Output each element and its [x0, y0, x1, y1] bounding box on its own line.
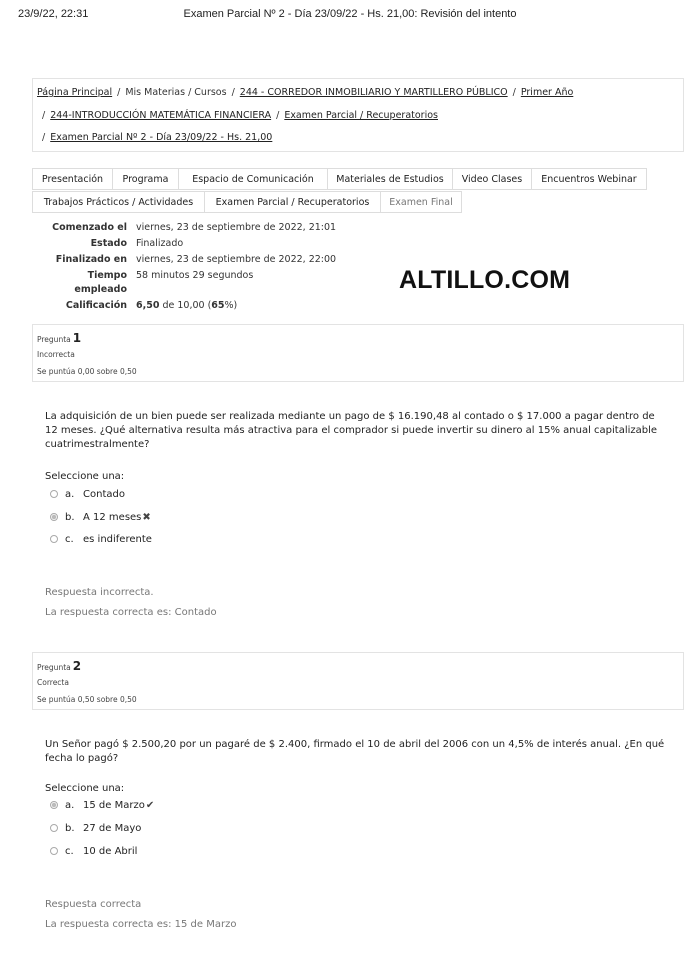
breadcrumb-line-1 — [37, 87, 573, 98]
incorrect-icon: ✖ — [142, 512, 151, 523]
grade-score: 6,50 — [136, 300, 160, 311]
question-number: 1 — [72, 331, 82, 345]
print-date: 23/9/22, 22:31 — [18, 8, 89, 20]
breadcrumb-home-link[interactable]: Página Principal — [37, 87, 113, 98]
question-2-number — [37, 659, 81, 673]
state-label: Estado — [90, 238, 127, 249]
summary-row-state — [32, 238, 127, 252]
grade-label: Calificación — [65, 300, 127, 311]
radio-button[interactable] — [50, 847, 58, 855]
question-1-state: Incorrecta — [37, 350, 75, 359]
time-value: 58 minutos 29 segundos — [136, 270, 254, 281]
question-2-correct-answer: La respuesta correcta es: 15 de Marzo — [45, 919, 237, 930]
question-2-state: Correcta — [37, 678, 69, 687]
question-2-text: Un Señor pagó $ 2.500,20 por un pagaré de $ 2.400, firmado el 10 de abril del 2006 con un 4,5% de interés anual. ¿En qué fecha lo pagó? — [45, 739, 665, 764]
summary-row-grade — [32, 300, 127, 314]
option-text — [83, 845, 137, 859]
option-text — [83, 799, 154, 813]
breadcrumb-exam-link[interactable]: Examen Parcial Nº 2 - Día 23/09/22 - Hs. 21,00 — [50, 132, 273, 143]
started-value: viernes, 23 de septiembre de 2022, 21:01 — [136, 222, 337, 233]
radio-button[interactable] — [50, 490, 58, 498]
breadcrumb-separator: / — [231, 87, 235, 98]
grade-value — [136, 300, 237, 311]
option-label: A 12 meses — [83, 512, 142, 523]
summary-row-started — [32, 222, 127, 236]
question-2-feedback: Respuesta correcta — [45, 899, 142, 910]
grade-percent: 65 — [211, 300, 225, 311]
option-label: 15 de Marzo — [83, 800, 145, 811]
radio-button[interactable] — [50, 535, 58, 543]
option-text — [83, 488, 125, 502]
breadcrumb-separator: / — [276, 110, 280, 121]
question-number: 2 — [72, 659, 82, 673]
finished-label: Finalizado en — [55, 254, 127, 265]
tab-examen-final[interactable]: Examen Final — [380, 191, 462, 213]
tab-trabajos-practicos[interactable]: Trabajos Prácticos / Actividades — [32, 191, 205, 213]
question-2-grade: Se puntúa 0,50 sobre 0,50 — [37, 695, 137, 704]
breadcrumb-separator: / — [42, 110, 46, 121]
time-label-2: empleado — [74, 284, 127, 295]
grade-end: %) — [224, 300, 238, 311]
summary-row-time-2 — [32, 284, 127, 298]
question-1-prompt: Seleccione una: — [45, 471, 125, 482]
tab-materiales-estudios[interactable]: Materiales de Estudios — [327, 168, 453, 190]
question-1-feedback: Respuesta incorrecta. — [45, 587, 154, 598]
summary-row-time-1 — [32, 270, 127, 284]
option-label: Contado — [83, 489, 125, 500]
option-label: 10 de Abril — [83, 846, 138, 857]
question-1-correct-answer: La respuesta correcta es: Contado — [45, 607, 217, 618]
option-label: 27 de Mayo — [83, 823, 142, 834]
print-header — [0, 8, 700, 24]
grade-rest: de 10,00 ( — [159, 300, 212, 311]
breadcrumb-year-link[interactable]: Primer Año — [520, 87, 574, 98]
breadcrumb-course-link[interactable]: 244 - CORREDOR INMOBILIARIO Y MARTILLERO PÚBLICO — [239, 87, 508, 98]
tab-examen-parcial[interactable]: Examen Parcial / Recuperatorios — [204, 191, 381, 213]
radio-button[interactable] — [50, 824, 58, 832]
breadcrumb — [32, 78, 684, 152]
option-label: es indiferente — [83, 534, 152, 545]
radio-button-selected[interactable] — [50, 513, 58, 521]
option-text — [83, 511, 151, 525]
breadcrumb-section-link[interactable]: Examen Parcial / Recuperatorios — [284, 110, 438, 121]
finished-value: viernes, 23 de septiembre de 2022, 22:00 — [136, 254, 337, 265]
question-2-prompt: Seleccione una: — [45, 783, 125, 794]
tab-espacio-comunicacion[interactable]: Espacio de Comunicación — [178, 168, 328, 190]
question-label: Pregunta — [37, 663, 71, 672]
breadcrumb-line-2 — [37, 110, 438, 121]
option-letter: b. — [65, 823, 75, 834]
state-value: Finalizado — [136, 238, 184, 249]
question-1-text: La adquisición de un bien puede ser realizada mediante un pago de $ 16.190,48 al contado o $ 17.000 a pagar dentro de 12 meses. ¿Qué alternativa resulta más atractiva para el comprador si puede invertir su dinero al 15% anual capitalizable cuatrimestralmente? — [45, 411, 658, 450]
watermark: ALTILLO.COM — [399, 266, 571, 294]
time-label-1: Tiempo — [87, 270, 127, 281]
correct-check-icon: ✔ — [145, 800, 155, 811]
summary-row-finished — [32, 254, 127, 268]
option-letter: a. — [65, 489, 75, 500]
question-label: Pregunta — [37, 335, 71, 344]
breadcrumb-separator: / — [117, 87, 121, 98]
option-text — [83, 822, 141, 836]
question-2-info — [32, 652, 684, 710]
question-1-grade: Se puntúa 0,00 sobre 0,50 — [37, 367, 137, 376]
question-1-info — [32, 324, 684, 382]
option-letter: b. — [65, 512, 75, 523]
tab-video-clases[interactable]: Video Clases — [452, 168, 532, 190]
tab-encuentros-webinar[interactable]: Encuentros Webinar — [531, 168, 647, 190]
breadcrumb-separator: / — [512, 87, 516, 98]
started-label: Comenzado el — [52, 222, 127, 233]
breadcrumb-subject-link[interactable]: 244-INTRODUCCIÓN MATEMÁTICA FINANCIERA — [50, 110, 272, 121]
print-title: Examen Parcial Nº 2 - Día 23/09/22 - Hs. 21,00: Revisión del intento — [183, 8, 517, 20]
breadcrumb-separator: / — [42, 132, 46, 143]
breadcrumb-line-3 — [37, 132, 272, 143]
option-letter: c. — [65, 846, 74, 857]
tab-programa[interactable]: Programa — [112, 168, 179, 190]
option-text — [83, 533, 152, 547]
option-letter: c. — [65, 534, 74, 545]
tab-presentacion[interactable]: Presentación — [32, 168, 113, 190]
question-1-number — [37, 331, 81, 345]
option-letter: a. — [65, 800, 75, 811]
radio-button-selected[interactable] — [50, 801, 58, 809]
breadcrumb-materias: Mis Materias / Cursos — [125, 87, 227, 98]
